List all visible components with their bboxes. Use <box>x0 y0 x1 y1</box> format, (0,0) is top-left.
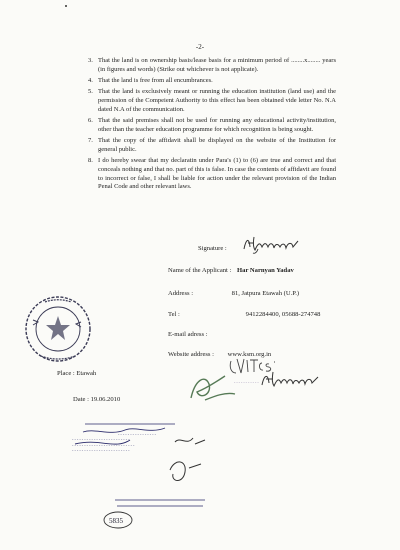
declaration-item <box>88 157 336 192</box>
item-number: 6. <box>88 117 93 125</box>
page-number: -2- <box>195 43 205 51</box>
item-text: That the said premises shall not be used for running any educational activity/institution, other than the teacher education programme for which recognition is being sought. <box>98 117 336 133</box>
address-row <box>168 290 299 299</box>
website-label: Website address : <box>168 351 214 358</box>
applicant-row <box>168 267 294 276</box>
email-label: E-mail adress : <box>168 331 208 338</box>
tel-value: 9412284400, 05688-274748 <box>245 311 321 318</box>
declaration-list <box>88 57 336 195</box>
tel-row <box>168 311 320 320</box>
declaration-item <box>88 57 336 75</box>
applicant-label: Name of the Applicant : <box>168 267 232 274</box>
email-row <box>168 331 212 340</box>
item-number: 8. <box>88 157 93 165</box>
declaration-item <box>88 117 336 135</box>
address-value: 81, Jatpura Etawah (U.P.) <box>231 290 300 297</box>
item-text: I do hereby swear that my declaratin under Para's (1) to (6) are true and correct and that conceals nothing and that no. part of this is false. In case the contents of affidavit are found to incorrect or false, I shall be liable for action under the relevant provision of the Indian Penal Code and other relevant laws. <box>98 157 336 191</box>
signature-row <box>198 245 227 254</box>
item-number: 5. <box>88 88 93 96</box>
website-value: www.ksm.org.in <box>227 351 272 358</box>
stamp-handwriting <box>55 420 225 510</box>
address-label: Address : <box>168 290 194 297</box>
notary-seal <box>19 290 97 368</box>
signature-label: Signature : <box>198 245 227 252</box>
place-line: Place : Etawah <box>57 370 97 377</box>
declaration-item <box>88 77 336 86</box>
faint-stamp-text: - - - - - - - - - - - <box>234 380 259 385</box>
item-number: 7. <box>88 137 93 145</box>
item-number: 4. <box>88 77 93 85</box>
tel-label: Tel : <box>168 311 180 318</box>
scan-speck <box>65 5 67 7</box>
applicant-signature <box>240 233 320 255</box>
declaration-item <box>88 137 336 155</box>
declaration-item <box>88 88 336 114</box>
item-text: That the land is on ownership basis/lease basis for a minimum period of ........x........ years (in figures and words) (Strike out whichever is not applicate). <box>98 57 336 73</box>
item-text: That the land is exclusively meant or running the education institution (land use) and the permission of the Compeient Authority to this effect has been obtained vide letter No. N.A dated N.A of the communication. <box>98 88 336 113</box>
item-text: That the land is free from all encumbrances. <box>98 77 213 85</box>
date-line: Date : 19.06.2010 <box>73 396 121 403</box>
item-number: 3. <box>88 57 93 64</box>
witness-scribble <box>185 370 240 405</box>
attestation-stamp: - - - - - - - - - - - - - - - - - - - - - - - - - - - - - - - - - - - - - - - - - - - - - - - - - - - - - - - - - - - - - - - - - - - - - - - - - - - - - - - - - - - - - - - - - - <box>72 432 156 454</box>
applicant-name: Har Narnyan Yadav <box>237 267 294 274</box>
applicant-signature-2 <box>258 367 348 391</box>
case-number: 5835 <box>109 517 123 525</box>
item-text: That the copy of the affidavit shall be displayed on the website of the Institution for general public. <box>98 137 336 153</box>
